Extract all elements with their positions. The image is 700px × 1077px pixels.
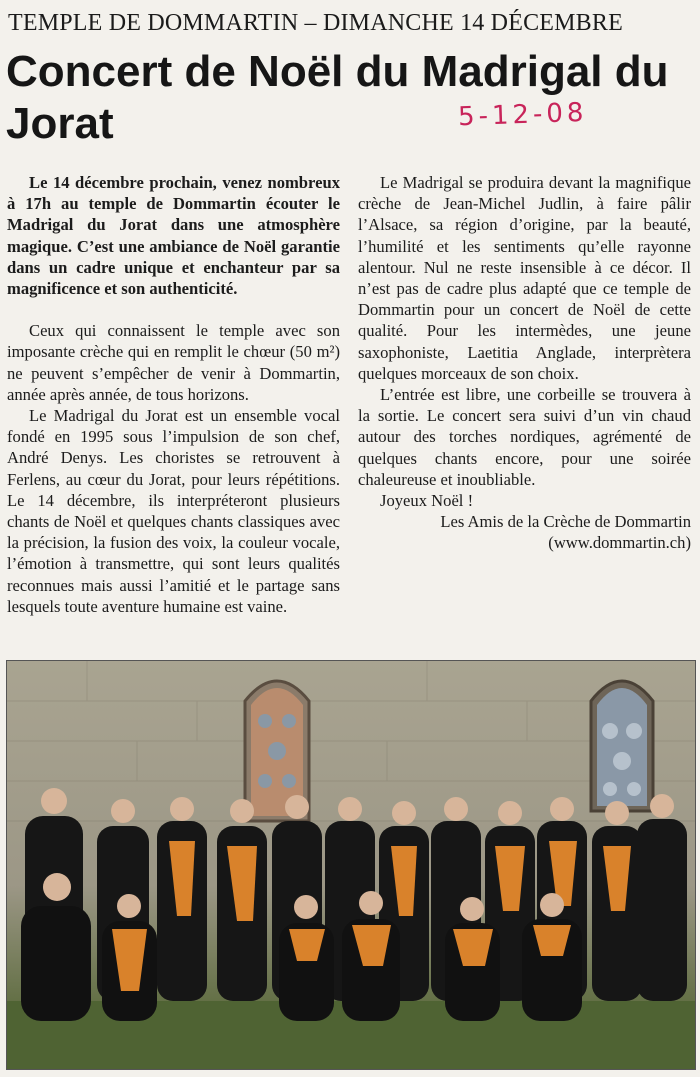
stained-glass-window-right [591, 681, 653, 811]
website: (www.dommartin.ch) [548, 533, 691, 553]
paragraph-2: Le Madrigal du Jorat est un ensemble vocal fondé en 1995 sous l’impulsion de son chef, André Denys. Les choristes se retrouvent à Ferlens, au cœur du Jorat, pour leurs répétitions. Le 14 décembre, ils interpréteront plusieurs chants de Noël et quelques chants classiques avec la précision, la fusion des voix, la couleur vocale, l’émotion à transmettre, qui sont leurs qualités reconnues mais aussi l’amitié et le partage sans lesquels toute aventure humaine est vaine. [7, 406, 340, 616]
handwritten-date: 5-12-08 [457, 97, 588, 133]
closing: Joyeux Noël ! [380, 491, 474, 511]
article-body [7, 172, 691, 642]
column-right [358, 172, 691, 642]
kicker: TEMPLE DE DOMMARTIN – DIMANCHE 14 DÉCEMBRE [8, 10, 623, 36]
paragraph-3: Le Madrigal se produira devant la magnifique crèche de Jean-Michel Judlin, à faire pâlir l’Alsace, sa région d’origine, par la beauté, l’humilité et les sentiments qu’elle rayonne alentour. Nul ne reste insensible à ce décor. Il n’est pas de cadre plus adapté que ce temple de Dommartin pour un concert de Noël de cette qualité. Pour les intermèdes, une jeune saxophoniste, Laetitia Anglade, interprètera quelques morceaux de son choix. [358, 173, 691, 383]
paragraph-1: Ceux qui connaissent le temple avec son imposante crèche qui en remplit le chœur (50 m²) ne peuvent s’empêcher de venir à Dommartin, année après année, de tous horizons. [7, 321, 340, 404]
lead-paragraph: Le 14 décembre prochain, venez nombreux à 17h au temple de Dommartin écouter le Madrigal du Jorat dans une atmosphère magique. C’est une ambiance de Noël garantie dans un cadre unique et enchanteur par sa magnificence et son authenticité. [7, 173, 340, 299]
paragraph-4: L’entrée est libre, une corbeille se trouvera à la sortie. Le concert sera suivi d’un vin chaud autour des torches nordiques, agrémenté de quelques chants encore, pour une soirée chaleureuse et inoubliable. [358, 385, 691, 489]
choir-photo [6, 660, 696, 1070]
column-left [7, 172, 340, 642]
signature: Les Amis de la Crèche de Dommartin [440, 512, 691, 532]
headline: Concert de Noël du Madrigal du Jorat [6, 47, 669, 148]
